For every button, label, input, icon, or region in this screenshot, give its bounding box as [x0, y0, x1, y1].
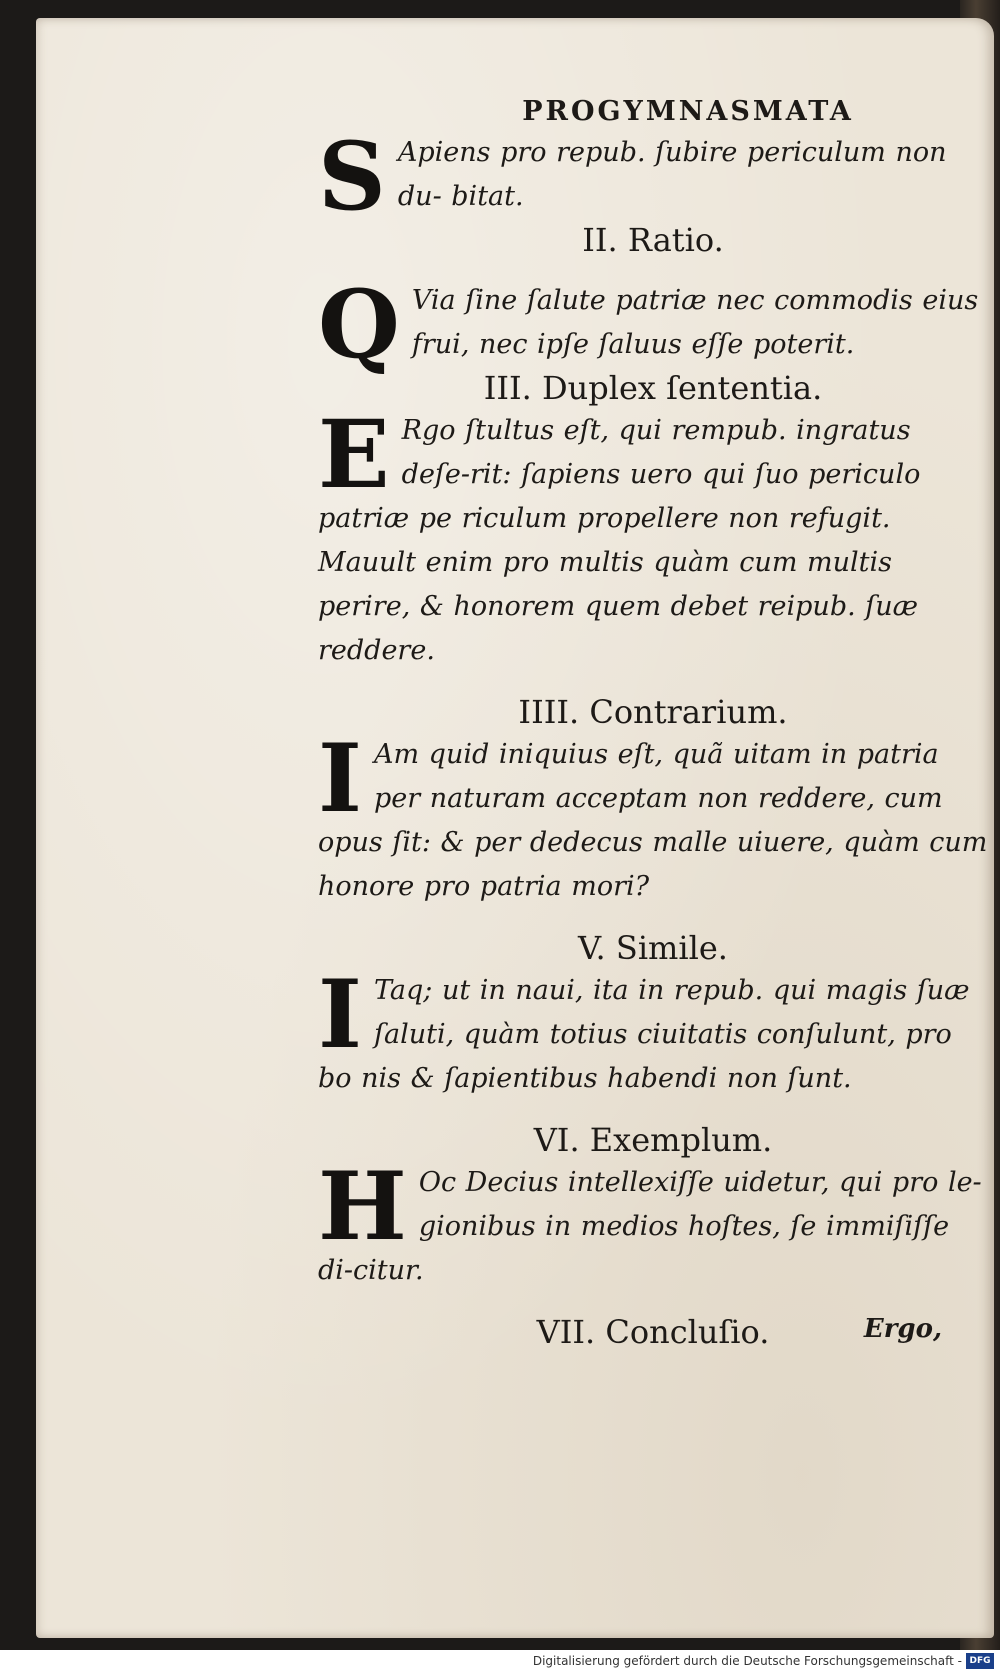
catchword: Ergo,	[863, 1314, 942, 1344]
heading-duplex-sententia: III. Duplex ſententia.	[483, 369, 823, 407]
dropcap-i: I	[318, 960, 362, 1070]
heading-conclusio: VII. Concluſio.	[536, 1313, 770, 1351]
paragraph-text: Taq; ut in naui, ita in repub. qui magis ſuæ ſaluti, quàm totius ciuitatis conſulunt, pro bo nis & ſapientibus habendi non ſunt.	[318, 975, 970, 1094]
paragraph-exemplum	[318, 1152, 988, 1293]
dfg-logo-icon: DFG	[966, 1653, 994, 1669]
dropcap-q: Q	[318, 270, 400, 380]
paragraph-contrarium	[318, 724, 988, 909]
funding-credit: Digitalisierung gefördert durch die Deutsche Forschungsgemeinschaft -	[532, 1654, 962, 1668]
paragraph-text: Apiens pro repub. ſubire periculum non du- bitat.	[397, 137, 947, 212]
paragraph-text: Oc Decius intellexiſſe uidetur, qui pro le-gionibus in medios hoſtes, ſe immiſiſſe di-citur.	[318, 1167, 982, 1286]
paragraph-text: Via ſine ſalute patriæ nec commodis eius frui, nec ipſe ſaluus eſſe poterit.	[411, 285, 979, 360]
page-text-block	[318, 96, 988, 1353]
paragraph-ratio	[318, 270, 988, 380]
running-head: PROGYMNASMATA	[522, 96, 854, 127]
book-page	[36, 18, 994, 1638]
paragraph-text: Am quid iniquius eſt, quã uitam in patria per naturam acceptam non reddere, cum opus ſit: & per dedecus malle uiuere, quàm cum honore pro patria mori?	[318, 739, 988, 902]
footer-bar	[0, 1650, 1000, 1676]
heading-ratio: II. Ratio.	[582, 221, 724, 259]
dropcap-h: H	[318, 1152, 407, 1262]
dropcap-s: S	[318, 122, 386, 232]
heading-contrarium: IIII. Contrarium.	[518, 693, 788, 731]
dropcap-i: I	[318, 724, 362, 834]
paragraph-duplex-sententia	[318, 400, 988, 673]
heading-simile: V. Simile.	[578, 929, 728, 967]
paragraph-text: Rgo ſtultus eſt, qui rempub. ingratus deſe-rit: ſapiens uero qui ſuo periculo patriæ pe riculum propellere non refugit. Mauult enim pro multis quàm cum multis perire, & honorem quem debet reipub. ſuæ reddere.	[318, 415, 921, 666]
paragraph-simile	[318, 960, 988, 1101]
heading-exemplum: VI. Exemplum.	[533, 1121, 773, 1159]
paragraph-propositio	[318, 122, 988, 232]
dropcap-e: E	[318, 400, 390, 510]
